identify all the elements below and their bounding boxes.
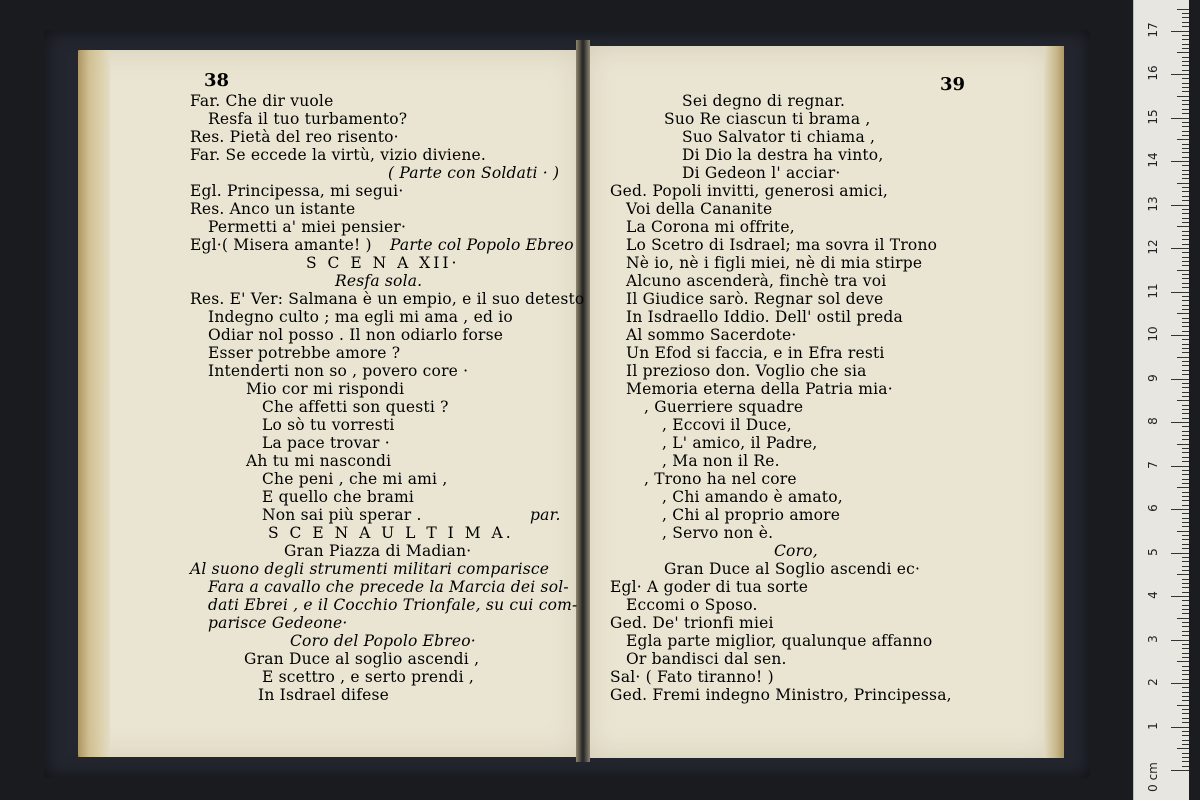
ruler-number: 16 xyxy=(1146,65,1160,81)
ruler-tick xyxy=(1182,213,1189,214)
ruler-tick xyxy=(1182,91,1189,92)
ruler-tick xyxy=(1182,274,1189,275)
text-line: Fara a cavallo che precede la Marcia dei sol- xyxy=(208,578,569,596)
ruler-tick xyxy=(1171,727,1189,728)
ruler-tick xyxy=(1182,757,1189,758)
ruler-tick xyxy=(1182,622,1189,623)
text-line: , Ma non il Re. xyxy=(662,452,780,470)
text-line: Il Giudice sarò. Regnar sol deve xyxy=(626,290,884,308)
ruler-tick xyxy=(1182,674,1189,675)
ruler-tick xyxy=(1171,683,1189,684)
text-line: , Eccovi il Duce, xyxy=(662,416,792,434)
text-line: , Chi amando è amato, xyxy=(662,488,843,506)
ruler-tick xyxy=(1182,370,1189,371)
ruler-tick xyxy=(1177,618,1189,619)
text-line: Resfa il tuo turbamento? xyxy=(208,110,408,128)
ruler-tick xyxy=(1182,261,1189,262)
ruler-tick xyxy=(1182,457,1189,458)
ruler-tick xyxy=(1171,640,1189,641)
ruler-tick xyxy=(1171,161,1189,162)
ruler-tick xyxy=(1177,705,1189,706)
ruler-tick xyxy=(1182,144,1189,145)
ruler-number: 5 xyxy=(1146,547,1160,556)
text-line: Sei degno di regnar. xyxy=(682,92,846,110)
ruler-tick xyxy=(1182,300,1189,301)
ruler-tick xyxy=(1177,52,1189,53)
ruler-tick xyxy=(1182,605,1189,606)
text-line: Al suono degli strumenti militari comparisce xyxy=(190,560,550,578)
ruler-tick xyxy=(1182,535,1189,536)
ruler-tick xyxy=(1182,148,1189,149)
ruler-tick xyxy=(1182,326,1189,327)
text-line: Suo Salvator ti chiama , xyxy=(682,128,876,146)
text-line: , L' amico, il Padre, xyxy=(662,434,818,452)
left-page-number: 38 xyxy=(204,70,230,91)
ruler-tick xyxy=(1182,222,1189,223)
ruler-tick xyxy=(1182,387,1189,388)
text-line: Il prezioso don. Voglio che sia xyxy=(626,362,867,380)
ruler-tick xyxy=(1182,265,1189,266)
ruler-tick xyxy=(1182,135,1189,136)
ruler-tick xyxy=(1182,109,1189,110)
text-line: Far. Se eccede la virtù, vizio diviene. xyxy=(190,146,487,164)
ruler-tick xyxy=(1182,500,1189,501)
ruler-tick xyxy=(1182,452,1189,453)
ruler-tick xyxy=(1182,439,1189,440)
ruler-tick xyxy=(1182,544,1189,545)
ruler-tick xyxy=(1177,313,1189,314)
ruler-tick xyxy=(1182,631,1189,632)
text-line: Che affetti son questi ? xyxy=(262,398,449,416)
ruler-tick xyxy=(1182,352,1189,353)
ruler-tick xyxy=(1182,613,1189,614)
text-line: par. xyxy=(530,506,561,524)
text-line: Lo sò tu vorresti xyxy=(262,416,395,434)
text-line: , Chi al proprio amore xyxy=(662,506,841,524)
ruler-tick xyxy=(1182,392,1189,393)
text-line: Che peni , che mi ami , xyxy=(262,470,448,488)
ruler-tick xyxy=(1177,574,1189,575)
ruler-tick xyxy=(1182,679,1189,680)
ruler-tick xyxy=(1182,740,1189,741)
ruler-tick xyxy=(1182,83,1189,84)
text-line: Un Efod si faccia, e in Efra resti xyxy=(626,344,885,362)
ruler-tick xyxy=(1171,335,1189,336)
ruler-tick xyxy=(1182,17,1189,18)
ruler-tick xyxy=(1182,709,1189,710)
ruler-tick xyxy=(1171,74,1189,75)
ruler-tick xyxy=(1182,322,1189,323)
ruler-tick xyxy=(1182,713,1189,714)
ruler-tick xyxy=(1182,479,1189,480)
text-line: E scettro , e serto prendi , xyxy=(262,668,474,686)
ruler-number: 8 xyxy=(1146,417,1160,425)
ruler-number: 4 xyxy=(1146,591,1160,599)
text-line: Coro del Popolo Ebreo· xyxy=(290,632,476,650)
ruler-tick xyxy=(1182,474,1189,475)
ruler-tick xyxy=(1182,600,1189,601)
ruler-tick xyxy=(1182,766,1189,767)
text-line: , Servo non è. xyxy=(662,524,774,542)
text-line: Gran Duce al soglio ascendi , xyxy=(244,650,480,668)
text-line: Odiar nol posso . Il non odiarlo forse xyxy=(208,326,504,344)
text-line: Egl·( Misera amante! ) xyxy=(190,236,372,254)
ruler-tick xyxy=(1182,278,1189,279)
ruler-tick xyxy=(1182,592,1189,593)
ruler-tick xyxy=(1182,122,1189,123)
ruler-tick xyxy=(1182,513,1189,514)
ruler-tick xyxy=(1182,191,1189,192)
text-line: ( Parte con Soldati · ) xyxy=(388,164,560,182)
ruler-tick xyxy=(1177,183,1189,184)
ruler-tick xyxy=(1182,126,1189,127)
ruler-tick xyxy=(1182,35,1189,36)
text-line: Non sai più sperar . xyxy=(262,506,422,524)
ruler-tick xyxy=(1182,174,1189,175)
ruler-tick xyxy=(1182,761,1189,762)
ruler-tick xyxy=(1182,448,1189,449)
text-line: Mio cor mi rispondi xyxy=(246,380,405,398)
text-line: Voi della Cananite xyxy=(626,200,773,218)
ruler-tick xyxy=(1177,139,1189,140)
ruler-tick xyxy=(1182,609,1189,610)
ruler-tick xyxy=(1182,26,1189,27)
ruler-tick xyxy=(1182,283,1189,284)
ruler-tick xyxy=(1182,252,1189,253)
text-line: Ged. De' trionfi miei xyxy=(610,614,774,632)
ruler-tick xyxy=(1177,487,1189,488)
text-line: Al sommo Sacerdote· xyxy=(626,326,797,344)
ruler-number: 6 xyxy=(1146,504,1160,512)
ruler-tick xyxy=(1182,579,1189,580)
ruler-number: 11 xyxy=(1146,282,1160,299)
ruler-tick xyxy=(1171,205,1189,206)
ruler-tick xyxy=(1177,9,1189,10)
text-line: , Trono ha nel core xyxy=(644,470,797,488)
ruler-tick xyxy=(1182,65,1189,66)
ruler-tick xyxy=(1171,466,1189,467)
ruler-tick xyxy=(1182,426,1189,427)
ruler-tick xyxy=(1182,244,1189,245)
ruler-tick xyxy=(1182,718,1189,719)
text-line: , Guerriere squadre xyxy=(644,398,804,416)
ruler-tick xyxy=(1182,235,1189,236)
ruler-number: 12 xyxy=(1146,239,1160,255)
text-line: Resfa sola. xyxy=(335,272,423,290)
text-line: Sal· ( Fato tiranno! ) xyxy=(610,668,774,686)
ruler-tick xyxy=(1182,187,1189,188)
ruler-tick xyxy=(1182,539,1189,540)
text-line: La pace trovar · xyxy=(262,434,390,452)
ruler-tick xyxy=(1182,48,1189,49)
text-line: La Corona mi offrite, xyxy=(626,218,795,236)
ruler-tick xyxy=(1182,526,1189,527)
text-line: Indegno culto ; ma egli mi ama , ed io xyxy=(208,308,513,326)
ruler-tick xyxy=(1182,57,1189,58)
book-gutter xyxy=(576,40,590,762)
ruler-tick xyxy=(1171,553,1189,554)
ruler-tick xyxy=(1182,692,1189,693)
text-line: Egl· A goder di tua sorte xyxy=(610,578,809,596)
ruler-tick xyxy=(1182,374,1189,375)
ruler-tick xyxy=(1182,583,1189,584)
ruler-tick xyxy=(1171,509,1189,510)
ruler-tick xyxy=(1182,626,1189,627)
ruler-tick xyxy=(1182,435,1189,436)
text-line: Lo Scetro di Isdrael; ma sovra il Trono xyxy=(626,236,938,254)
ruler-tick xyxy=(1182,165,1189,166)
ruler-tick xyxy=(1177,748,1189,749)
ruler-tick xyxy=(1182,178,1189,179)
ruler-origin-label: 0 cm xyxy=(1146,762,1160,792)
ruler-tick xyxy=(1182,644,1189,645)
ruler-tick xyxy=(1182,700,1189,701)
ruler-tick xyxy=(1182,418,1189,419)
ruler-tick xyxy=(1182,483,1189,484)
text-line: Coro, xyxy=(774,542,818,560)
text-line: Suo Re ciascun ti brama , xyxy=(664,110,871,128)
text-line: Alcuno ascenderà, finchè tra voi xyxy=(626,272,887,290)
ruler-tick xyxy=(1182,670,1189,671)
ruler-tick xyxy=(1177,96,1189,97)
ruler-number: 15 xyxy=(1146,108,1160,125)
ruler-tick xyxy=(1182,687,1189,688)
ruler-tick xyxy=(1182,753,1189,754)
text-line: parisce Gedeone· xyxy=(208,614,348,632)
ruler-tick xyxy=(1171,596,1189,597)
text-line: E quello che brami xyxy=(262,488,415,506)
ruler-tick xyxy=(1182,44,1189,45)
ruler-tick xyxy=(1171,770,1189,771)
ruler-tick xyxy=(1182,318,1189,319)
text-line: S C E N A U L T I M A. xyxy=(268,524,514,542)
ruler-tick xyxy=(1182,104,1189,105)
text-line: Ged. Popoli invitti, generosi amici, xyxy=(610,182,888,200)
ruler-tick xyxy=(1182,39,1189,40)
ruler-tick xyxy=(1182,405,1189,406)
text-line: Di Dio la destra ha vinto, xyxy=(682,146,884,164)
ruler-tick xyxy=(1182,744,1189,745)
ruler-tick xyxy=(1171,292,1189,293)
ruler-tick xyxy=(1182,522,1189,523)
text-line: Egla parte miglior, qualunque affanno xyxy=(626,632,933,650)
ruler-tick xyxy=(1182,296,1189,297)
text-line: Ah tu mi nascondi xyxy=(246,452,392,470)
text-line: Gran Duce al Soglio ascendi ec· xyxy=(664,560,921,578)
ruler-tick xyxy=(1182,470,1189,471)
ruler-tick xyxy=(1182,496,1189,497)
text-line: Esser potrebbe amore ? xyxy=(208,344,401,362)
ruler-tick xyxy=(1182,348,1189,349)
ruler-number: 3 xyxy=(1146,634,1160,643)
ruler-number: 17 xyxy=(1146,21,1160,38)
text-line: Gran Piazza di Madian· xyxy=(284,542,472,560)
text-line: In Isdrael difese xyxy=(258,686,390,704)
ruler-tick xyxy=(1182,344,1189,345)
ruler-tick xyxy=(1171,118,1189,119)
ruler-tick xyxy=(1182,239,1189,240)
ruler-number: 1 xyxy=(1146,721,1160,730)
ruler-tick xyxy=(1182,257,1189,258)
ruler-tick xyxy=(1177,357,1189,358)
ruler-tick xyxy=(1177,531,1189,532)
text-line: Memoria eterna della Patria mia· xyxy=(626,380,893,398)
ruler-number: 9 xyxy=(1146,373,1160,382)
text-line: Di Gedeon l' acciar· xyxy=(682,164,841,182)
ruler-tick xyxy=(1182,566,1189,567)
ruler-tick xyxy=(1182,113,1189,114)
ruler-tick xyxy=(1182,561,1189,562)
ruler-tick xyxy=(1182,696,1189,697)
text-line: Parte col Popolo Ebreo xyxy=(390,236,574,254)
ruler-tick xyxy=(1182,87,1189,88)
ruler-tick xyxy=(1182,648,1189,649)
ruler-tick xyxy=(1182,587,1189,588)
ruler-tick xyxy=(1182,365,1189,366)
ruler-tick xyxy=(1182,413,1189,414)
text-line: Res. Anco un istante xyxy=(190,200,356,218)
ruler-tick xyxy=(1182,396,1189,397)
ruler-tick xyxy=(1182,61,1189,62)
ruler-tick xyxy=(1171,248,1189,249)
ruler-tick xyxy=(1182,461,1189,462)
ruler-tick xyxy=(1171,379,1189,380)
ruler-tick xyxy=(1182,635,1189,636)
ruler-tick xyxy=(1182,653,1189,654)
ruler-tick xyxy=(1182,518,1189,519)
ruler-tick xyxy=(1171,31,1189,32)
ruler-tick xyxy=(1182,735,1189,736)
ruler-tick xyxy=(1182,409,1189,410)
ruler-tick xyxy=(1182,666,1189,667)
right-page-edges xyxy=(1044,46,1064,758)
ruler-tick xyxy=(1182,305,1189,306)
text-line: dati Ebrei , e il Cocchio Trionfale, su cui com- xyxy=(208,596,578,614)
text-line: Res. E' Ver: Salmana è un empio, e il suo detesto xyxy=(190,290,585,308)
ruler-tick xyxy=(1182,431,1189,432)
text-line: Far. Che dir vuole xyxy=(190,92,334,110)
text-line: Permetti a' miei pensier· xyxy=(208,218,407,236)
ruler-tick xyxy=(1182,339,1189,340)
ruler-tick xyxy=(1182,548,1189,549)
ruler-tick xyxy=(1182,731,1189,732)
ruler-number: 7 xyxy=(1146,460,1160,469)
ruler-number: 14 xyxy=(1146,152,1160,168)
ruler-tick xyxy=(1182,78,1189,79)
ruler-number: 10 xyxy=(1146,326,1160,342)
ruler-tick xyxy=(1182,200,1189,201)
right-page-number: 39 xyxy=(940,74,966,95)
left-page-edges xyxy=(78,50,110,757)
ruler-tick xyxy=(1182,383,1189,384)
text-line: Or bandisci dal sen. xyxy=(626,650,787,668)
ruler-tick xyxy=(1177,270,1189,271)
ruler-tick xyxy=(1182,157,1189,158)
text-line: Nè io, nè i figli miei, nè di mia stirpe xyxy=(626,254,923,272)
ruler-tick xyxy=(1177,444,1189,445)
ruler-tick xyxy=(1182,722,1189,723)
ruler-tick xyxy=(1177,226,1189,227)
ruler-tick xyxy=(1182,231,1189,232)
ruler-tick xyxy=(1177,400,1189,401)
ruler-tick xyxy=(1182,331,1189,332)
ruler-tick xyxy=(1182,657,1189,658)
ruler-tick xyxy=(1182,70,1189,71)
text-line: Egl. Principessa, mi segui· xyxy=(190,182,404,200)
text-line: Ged. Fremi indegno Ministro, Principessa, xyxy=(610,686,952,704)
ruler-tick xyxy=(1182,100,1189,101)
ruler-tick xyxy=(1182,570,1189,571)
ruler-number: 2 xyxy=(1146,678,1160,686)
text-line: Intenderti non so , povero core · xyxy=(208,362,469,380)
ruler-tick xyxy=(1182,22,1189,23)
ruler-tick xyxy=(1182,505,1189,506)
ruler-tick xyxy=(1171,422,1189,423)
measuring-ruler xyxy=(1133,0,1189,800)
ruler-tick xyxy=(1182,196,1189,197)
text-line: Res. Pietà del reo risento· xyxy=(190,128,399,146)
ruler-tick xyxy=(1182,309,1189,310)
ruler-tick xyxy=(1182,492,1189,493)
ruler-tick xyxy=(1177,661,1189,662)
ruler-tick xyxy=(1182,557,1189,558)
ruler-tick xyxy=(1182,152,1189,153)
ruler-tick xyxy=(1182,218,1189,219)
ruler-number: 13 xyxy=(1146,195,1160,212)
ruler-tick xyxy=(1182,13,1189,14)
ruler-tick xyxy=(1182,361,1189,362)
text-line: Eccomi o Sposo. xyxy=(626,596,758,614)
ruler-tick xyxy=(1182,170,1189,171)
text-line: In Isdraello Iddio. Dell' ostil preda xyxy=(626,308,903,326)
ruler-tick xyxy=(1182,287,1189,288)
text-line: S C E N A XII· xyxy=(306,254,460,272)
ruler-tick xyxy=(1182,209,1189,210)
ruler-tick xyxy=(1182,131,1189,132)
